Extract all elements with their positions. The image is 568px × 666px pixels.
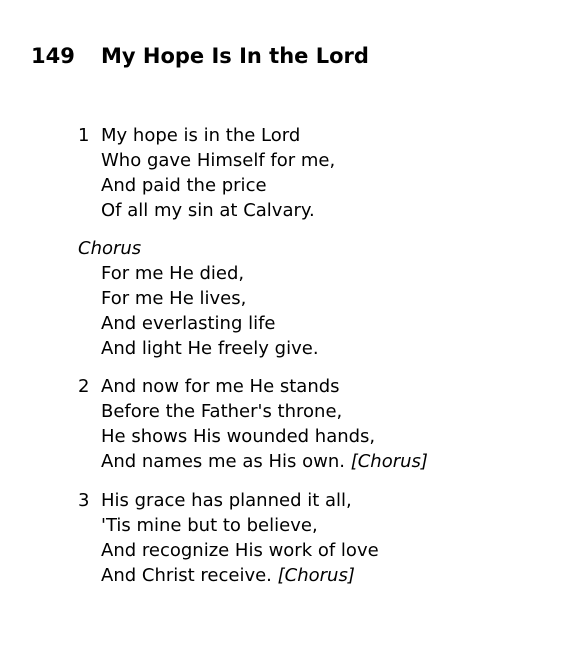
lyric-line: And everlasting life	[101, 313, 276, 334]
chorus-reference: [Chorus]	[277, 565, 355, 586]
lyric-line: For me He died,	[101, 263, 245, 284]
chorus-reference: [Chorus]	[350, 451, 428, 472]
verse-number: 3	[78, 490, 90, 511]
lyric-line: And now for me He stands	[101, 376, 340, 397]
lyric-line: He shows His wounded hands,	[101, 426, 376, 447]
lyric-line: Of all my sin at Calvary.	[101, 200, 315, 221]
verse-number: 1	[78, 125, 90, 146]
lyric-line: And light He freely give.	[101, 338, 319, 359]
lyric-line: And paid the price	[101, 175, 267, 196]
lyric-line: Before the Father's throne,	[101, 401, 343, 422]
hymn-number: 149	[31, 44, 75, 68]
lyric-line: And recognize His work of love	[101, 540, 379, 561]
lyric-text: And names me as His own.	[101, 451, 345, 472]
lyric-line: 'Tis mine but to believe,	[101, 515, 318, 536]
lyric-line-with-ref	[101, 449, 428, 474]
lyric-line-with-ref	[101, 563, 355, 588]
lyric-line: His grace has planned it all,	[101, 490, 352, 511]
hymn-title: My Hope Is In the Lord	[101, 44, 369, 68]
lyric-line: For me He lives,	[101, 288, 247, 309]
hymn-heading	[31, 44, 369, 68]
verse-number: 2	[78, 376, 90, 397]
lyric-line: Who gave Himself for me,	[101, 150, 336, 171]
lyric-text: And Christ receive.	[101, 565, 272, 586]
chorus-label: Chorus	[78, 238, 142, 259]
lyric-line: My hope is in the Lord	[101, 125, 301, 146]
